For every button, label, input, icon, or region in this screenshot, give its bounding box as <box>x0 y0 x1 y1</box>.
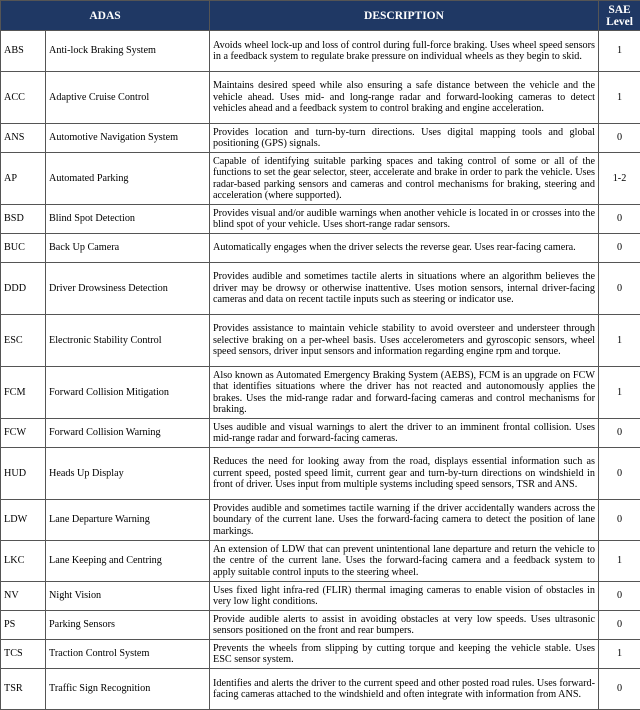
row-abbr: LDW <box>1 500 46 541</box>
row-name: Lane Departure Warning <box>46 500 210 541</box>
table-row <box>1 205 640 234</box>
row-sae-level: 0 <box>599 582 640 611</box>
row-sae-level: 0 <box>599 234 640 263</box>
row-description: Also known as Automated Emergency Braking System (AEBS), FCM is an upgrade on FCW that identifies situations where the driver has not reacted and autonomously applies the brakes. Uses the mid-range radar and forward-facing cameras and control mechanisms for braking. <box>210 367 599 419</box>
row-name: Electronic Stability Control <box>46 315 210 367</box>
row-description: Prevents the wheels from slipping by cutting torque and keeping the vehicle stable. Uses ESC sensor system. <box>210 640 599 669</box>
table-row <box>1 315 640 367</box>
row-name: Traffic Sign Recognition <box>46 669 210 710</box>
table-row <box>1 611 640 640</box>
row-sae-level: 0 <box>599 669 640 710</box>
table-row <box>1 72 640 124</box>
row-sae-level: 1 <box>599 640 640 669</box>
row-description: Reduces the need for looking away from the road, displays essential information such as current speed, posted speed limit, current gear and turn-by-turn directions on windshield in front of driver. Uses input from multiple systems including speed sensors, TSR and ANS. <box>210 448 599 500</box>
row-sae-level: 1 <box>599 315 640 367</box>
row-name: Automated Parking <box>46 153 210 205</box>
row-description: Capable of identifying suitable parking spaces and taking control of some or all of the functions to set the gear selector, steer, accelerate and brake in order to park the vehicle. Uses radar-based parking sensors and cameras and control mechanisms for braking, steering and acceleration (where supported). <box>210 153 599 205</box>
row-name: Forward Collision Warning <box>46 419 210 448</box>
row-description: Automatically engages when the driver selects the reverse gear. Uses rear-facing camera. <box>210 234 599 263</box>
table-row <box>1 448 640 500</box>
row-name: Lane Keeping and Centring <box>46 541 210 582</box>
row-sae-level: 0 <box>599 500 640 541</box>
row-sae-level: 0 <box>599 263 640 315</box>
row-name: Heads Up Display <box>46 448 210 500</box>
row-sae-level: 1 <box>599 31 640 72</box>
row-abbr: FCM <box>1 367 46 419</box>
row-abbr: BUC <box>1 234 46 263</box>
row-name: Blind Spot Detection <box>46 205 210 234</box>
header-description: DESCRIPTION <box>210 1 599 31</box>
table-row <box>1 367 640 419</box>
row-description: Provides location and turn-by-turn directions. Uses digital mapping tools and global positioning (GPS) signals. <box>210 124 599 153</box>
table-row <box>1 263 640 315</box>
row-abbr: BSD <box>1 205 46 234</box>
table-row <box>1 419 640 448</box>
header-sae-line2: Level <box>606 16 633 28</box>
row-sae-level: 1 <box>599 367 640 419</box>
table-row <box>1 31 640 72</box>
table-row <box>1 124 640 153</box>
row-sae-level: 0 <box>599 124 640 153</box>
row-sae-level: 1 <box>599 541 640 582</box>
header-sae-line1: SAE <box>608 4 630 16</box>
table-row <box>1 153 640 205</box>
row-abbr: AP <box>1 153 46 205</box>
row-description: Provides visual and/or audible warnings when another vehicle is located in or crosses into the blind spot of your vehicle. Uses short-range radar sensors. <box>210 205 599 234</box>
row-abbr: DDD <box>1 263 46 315</box>
row-abbr: ESC <box>1 315 46 367</box>
row-abbr: ACC <box>1 72 46 124</box>
row-name: Parking Sensors <box>46 611 210 640</box>
row-sae-level: 0 <box>599 205 640 234</box>
table-row <box>1 640 640 669</box>
header-sae-level <box>599 1 640 31</box>
row-description: Provides audible and sometimes tactile warning if the driver accidentally wanders across the boundary of the current lane. Uses the forward-facing camera to detect the position of lane markings. <box>210 500 599 541</box>
row-abbr: NV <box>1 582 46 611</box>
row-description: Identifies and alerts the driver to the current speed and other posted road rules. Uses forward-facing cameras attached to the windshield and often integrate with information from ANS. <box>210 669 599 710</box>
row-description: Uses fixed light infra-red (FLIR) thermal imaging cameras to enable vision of obstacles in very low light conditions. <box>210 582 599 611</box>
row-description: Uses audible and visual warnings to alert the driver to an imminent frontal collision. Uses mid-range radar and forward-facing cameras. <box>210 419 599 448</box>
table-header-row <box>1 1 640 31</box>
row-sae-level: 0 <box>599 419 640 448</box>
row-abbr: HUD <box>1 448 46 500</box>
row-abbr: ABS <box>1 31 46 72</box>
row-sae-level: 0 <box>599 611 640 640</box>
row-description: Provides assistance to maintain vehicle stability to avoid oversteer and understeer through selective braking on a per-wheel basis. Uses accelerometers and gyroscopic sensors, wheel speed sensors, driver input sensors and information regarding engine rpm and torque. <box>210 315 599 367</box>
row-sae-level: 1-2 <box>599 153 640 205</box>
row-name: Forward Collision Mitigation <box>46 367 210 419</box>
table-row <box>1 541 640 582</box>
row-abbr: FCW <box>1 419 46 448</box>
row-abbr: PS <box>1 611 46 640</box>
table-row <box>1 582 640 611</box>
row-name: Back Up Camera <box>46 234 210 263</box>
row-name: Anti-lock Braking System <box>46 31 210 72</box>
row-name: Adaptive Cruise Control <box>46 72 210 124</box>
row-description: Provides audible and sometimes tactile alerts in situations where an algorithm believes the driver may be drowsy or otherwise inattentive. Uses motion sensors, internal driver-facing cameras and data on recent tactile inputs such as steering or indicator use. <box>210 263 599 315</box>
table-row <box>1 234 640 263</box>
row-name: Driver Drowsiness Detection <box>46 263 210 315</box>
row-abbr: TSR <box>1 669 46 710</box>
row-name: Traction Control System <box>46 640 210 669</box>
row-description: An extension of LDW that can prevent unintentional lane departure and return the vehicle to the centre of the current lane. Uses the forward-facing camera and a feedback system to apply suitable control inputs to the steering wheel. <box>210 541 599 582</box>
row-abbr: LKC <box>1 541 46 582</box>
header-adas: ADAS <box>1 1 210 31</box>
row-abbr: TCS <box>1 640 46 669</box>
row-name: Automotive Navigation System <box>46 124 210 153</box>
row-sae-level: 1 <box>599 72 640 124</box>
row-description: Provide audible alerts to assist in avoiding obstacles at very low speeds. Uses ultrasonic sensors positioned on the front and rear bumpers. <box>210 611 599 640</box>
row-description: Maintains desired speed while also ensuring a safe distance between the vehicle and the vehicle ahead. Uses mid- and long-range radar and forward-looking cameras to detect vehicles ahead and a feedback system to control braking and engine acceleration. <box>210 72 599 124</box>
table-row <box>1 669 640 710</box>
row-abbr: ANS <box>1 124 46 153</box>
row-sae-level: 0 <box>599 448 640 500</box>
row-description: Avoids wheel lock-up and loss of control during full-force braking. Uses wheel speed sensors in a feedback system to regulate brake pressure on individual wheels as they begin to skid. <box>210 31 599 72</box>
row-name: Night Vision <box>46 582 210 611</box>
table-row <box>1 500 640 541</box>
